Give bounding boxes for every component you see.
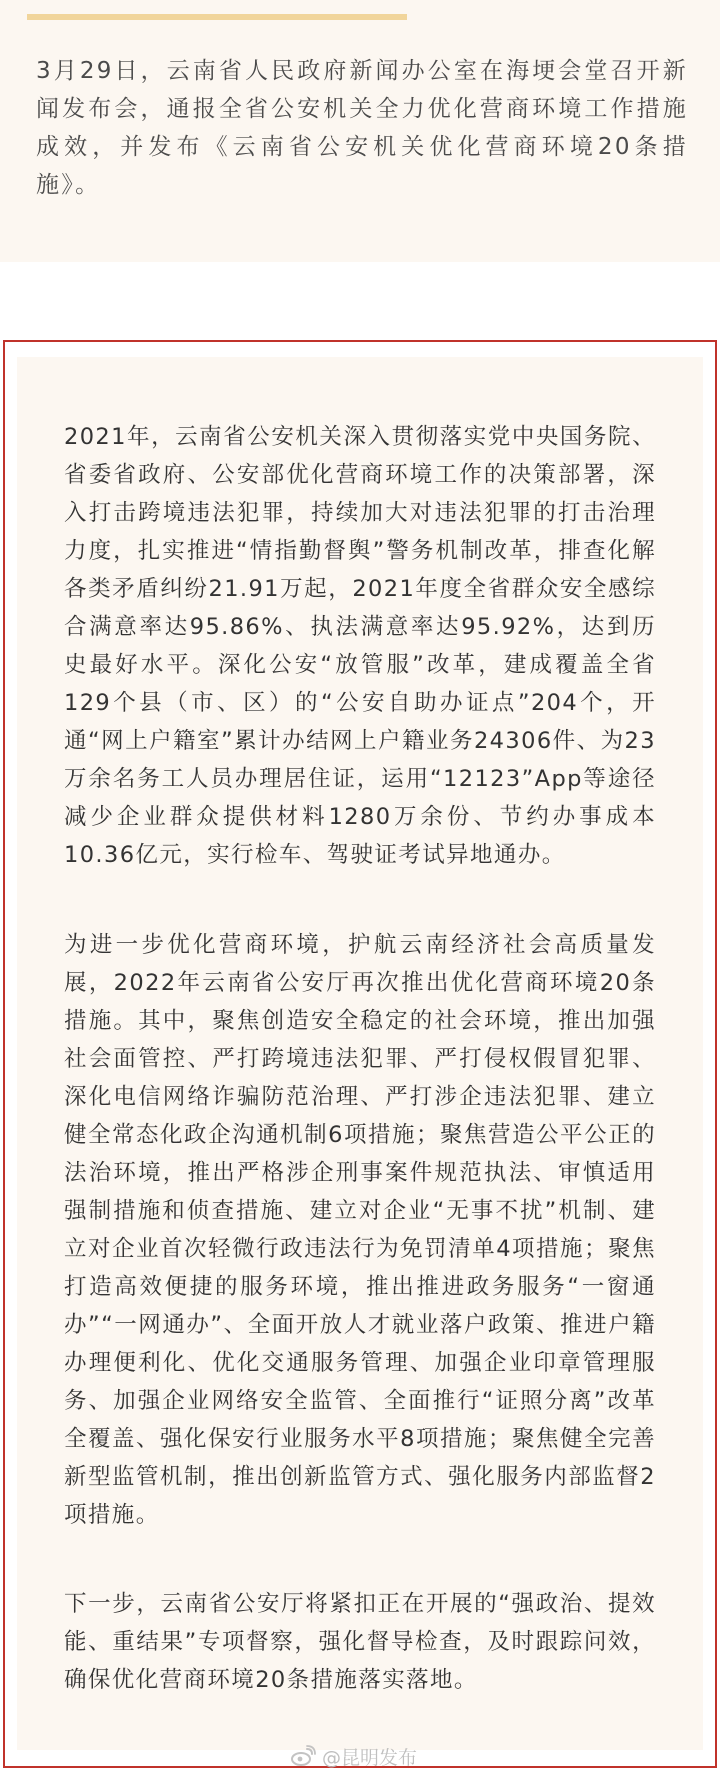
watermark-text: @昆明发布: [322, 1746, 418, 1769]
weibo-watermark: [290, 1742, 417, 1770]
body-paragraph-1: 2021年，云南省公安机关深入贯彻落实党中央国务院、省委省政府、公安部优化营商环境工作的决策部署，深入打击跨境违法犯罪，持续加大对违法犯罪的打击治理力度，扎实推进“情指勤督舆”警务机制改革，排查化解各类矛盾纠纷21.91万起，2021年度全省群众安全感综合满意率达95.86%、执法满意率达95.92%，达到历史最好水平。深化公安“放管服”改革，建成覆盖全省129个县（市、区）的“公安自助办证点”204个，开通“网上户籍室”累计办结网上户籍业务24306件、为23万余名务工人员办理居住证，运用“12123”App等途径减少企业群众提供材料1280万余份、节约办事成本10.36亿元，实行检车、驾驶证考试异地通办。: [64, 424, 656, 868]
accent-bar: [27, 14, 407, 20]
body-paragraph-2: 为进一步优化营商环境，护航云南经济社会高质量发展，2022年云南省公安厅再次推出优化营商环境20条措施。其中，聚焦创造安全稳定的社会环境，推出加强社会面管控、严打跨境违法犯罪、严打侵权假冒犯罪、深化电信网络诈骗防范治理、严打涉企违法犯罪、建立健全常态化政企沟通机制6项措施；聚焦营造公平公正的法治环境，推出严格涉企刑事案件规范执法、审慎适用强制措施和侦查措施、建立对企业“无事不扰”机制、建立对企业首次轻微行政违法行为免罚清单4项措施；聚焦打造高效便捷的服务环境，推出推进政务服务“一窗通办”“一网通办”、全面开放人才就业落户政策、推进户籍办理便利化、优化交通服务管理、加强企业印章管理服务、加强企业网络安全监管、全面推行“证照分离”改革全覆盖、强化保安行业服务水平8项措施；聚焦健全完善新型监管机制，推出创新监管方式、强化服务内部监督2项措施。: [64, 932, 656, 1528]
intro-text: 3月29日，云南省人民政府新闻办公室在海埂会堂召开新闻发布会，通报全省公安机关全力优化营商环境工作措施成效，并发布《云南省公安机关优化营商环境20条措施》。: [36, 58, 688, 198]
weibo-icon: [290, 1745, 316, 1767]
body-paragraph-3: 下一步，云南省公安厅将紧扣正在开展的“强政治、提效能、重结果”专项督察，强化督导检查，及时跟踪问效，确保优化营商环境20条措施落实落地。: [64, 1591, 656, 1693]
